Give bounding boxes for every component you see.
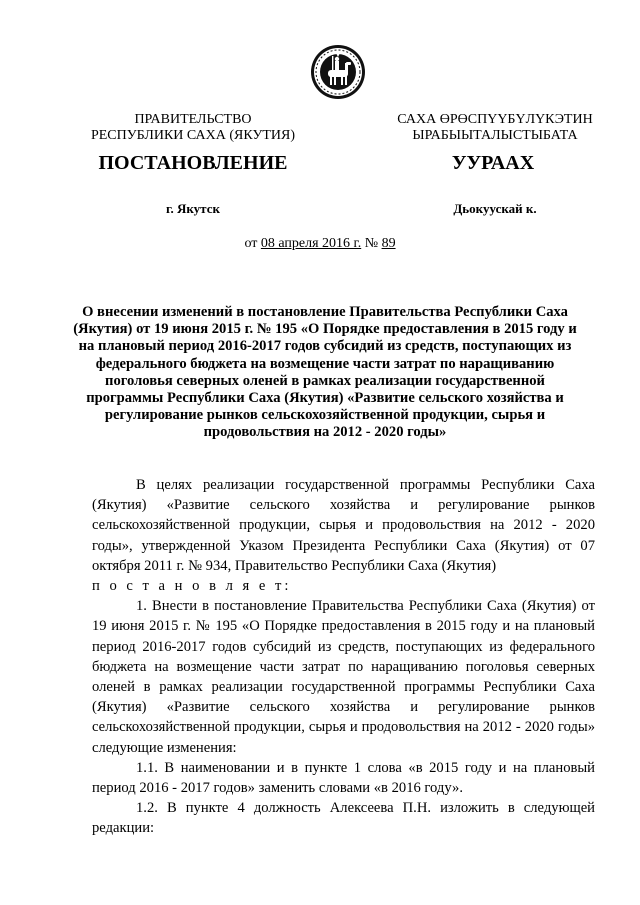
date-number-line — [0, 236, 640, 252]
government-name-russian — [80, 112, 306, 144]
document-number: 89 — [381, 236, 396, 251]
doc-type-yakut: УУРААХ — [451, 152, 535, 174]
date-prefix: от — [244, 236, 258, 251]
doc-type-russian: ПОСТАНОВЛЕНИЕ — [98, 152, 288, 174]
preamble-paragraph: В целях реализации государственной программы Республики Саха (Якутия) «Развитие сельского хозяйства и регулирование рынков сельскохозяйственной продукции, сырья и продовольствия на 2012 - 2020 годы», утвержденной Указом Президента Республики Саха (Якутия) от 07 октября 2011 г. № 934, Правительство Республики Саха (Якутия) — [92, 477, 595, 574]
item-1-paragraph: 1. Внести в постановление Правительства Республики Саха (Якутия) от 19 июня 2015 г. № 195 «О Порядке предоставления в 2015 году и на плановый период 2016-2017 годов субсидий из средств, поступающих из федерального бюджета на возмещение части затрат по наращиванию поголовья северных оленей в рамках реализации государственной программы Республики Саха (Якутия) «Развитие сельского хозяйства и регулирование рынков сельскохозяйственной продукции, сырья и продовольствия на 2012 - 2020 годы» следующие изменения: — [92, 598, 595, 756]
city-russian: г. Якутск — [166, 201, 220, 216]
coat-of-arms-emblem — [310, 44, 366, 100]
org-line: ПРАВИТЕЛЬСТВО — [134, 112, 252, 127]
document-title: О внесении изменений в постановление Правительства Республики Саха (Якутия) от 19 июня 2015 г. № 195 «О Порядке предоставления в 2015 году и на плановый период 2016-2017 годов субсидий из средств, поступающих из федерального бюджета на возмещение части затрат по наращиванию поголовья северных оленей в рамках реализации государственной программы Республики Саха (Якутия) «Развитие сельского хозяйства и регулирование рынков сельскохозяйственной продукции, сырья и продовольствия на 2012 - 2020 годы» — [73, 304, 577, 441]
government-name-yakut — [382, 112, 608, 144]
city-yakut: Дьокуускай к. — [453, 201, 537, 216]
org-line: РЕСПУБЛИКИ САХА (ЯКУТИЯ) — [90, 128, 296, 143]
document-date: 08 апреля 2016 г. — [260, 236, 362, 251]
org-line: ЫРАБЫЫТАЛЫСТЫБАТА — [412, 128, 578, 143]
item-1-2-paragraph: 1.2. В пункте 4 должность Алексеева П.Н. изложить в следующей редакции: — [92, 800, 595, 837]
item-1-1-paragraph: 1.1. В наименовании и в пункте 1 слова «в 2015 году и на плановый период 2016 - 2017 годов» заменить словами «в 2016 году». — [92, 759, 595, 797]
resolves-line: п о с т а н о в л я е т: — [92, 578, 292, 595]
document-body — [92, 475, 595, 839]
org-line: САХА ӨРӨСПҮҮБҮЛҮКЭТИН — [397, 112, 593, 127]
number-label: № — [364, 236, 379, 251]
